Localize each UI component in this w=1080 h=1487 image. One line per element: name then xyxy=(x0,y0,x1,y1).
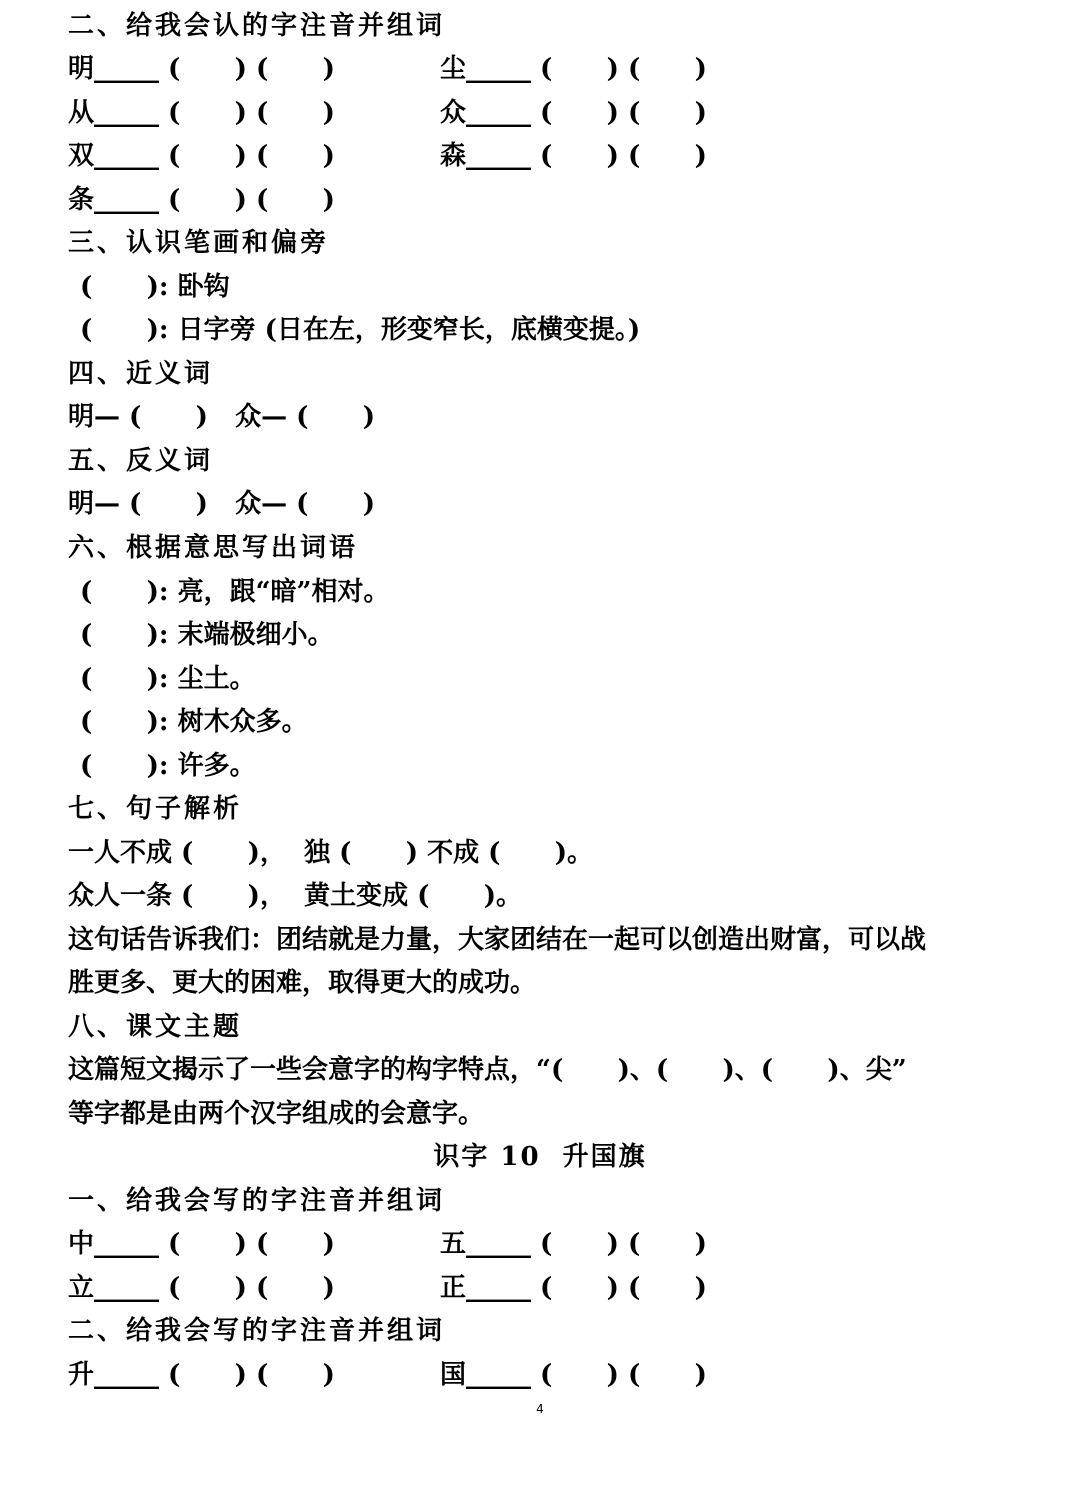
fill-chen: 尘_____ ( ) ( ) xyxy=(440,54,707,84)
fill-wu: 五_____ ( ) ( ) xyxy=(440,1229,707,1259)
lesson-title: 识字 10 升国旗 xyxy=(433,1142,647,1172)
section-4-heading: 四、近义词 xyxy=(68,359,214,389)
section-7-heading: 七、句子解析 xyxy=(68,794,243,824)
explanation-line: 这句话告诉我们：团结就是力量，大家团结在一起可以创造出财富，可以战 xyxy=(68,925,927,955)
fill-li: 立_____ ( ) ( ) xyxy=(68,1273,335,1303)
sentence-line: 一人不成 ( )， 独 ( ) 不成 ( )。 xyxy=(68,838,594,868)
page-number: 4 xyxy=(536,1402,544,1416)
fill-zhong: 众_____ ( ) ( ) xyxy=(440,98,707,128)
fill-zhong1: 中_____ ( ) ( ) xyxy=(68,1229,335,1259)
fill-sheng: 升_____ ( ) ( ) xyxy=(68,1360,335,1390)
fill-zheng: 正_____ ( ) ( ) xyxy=(440,1273,707,1303)
synonym-line: 明— ( ) 众— ( ) xyxy=(68,402,376,432)
meaning-item: ( ): 亮，跟“暗”相对。 xyxy=(80,577,390,607)
fill-guo: 国_____ ( ) ( ) xyxy=(440,1360,707,1390)
fill-ming: 明_____ ( ) ( ) xyxy=(68,54,335,84)
section-2-heading: 二、给我会认的字注音并组词 xyxy=(68,11,446,41)
meaning-item: ( ): 尘土。 xyxy=(80,664,256,694)
fill-row xyxy=(68,1359,1040,1487)
section-3-heading: 三、认识笔画和偏旁 xyxy=(68,228,330,258)
section-5-heading: 五、反义词 xyxy=(68,446,214,476)
lesson-10-section-1-heading: 一、给我会写的字注音并组词 xyxy=(68,1186,446,1216)
stroke-item: ( ): 卧钩 xyxy=(80,272,230,302)
fill-shuang: 双_____ ( ) ( ) xyxy=(68,141,335,171)
fill-tiao: 条_____ ( ) ( ) xyxy=(68,185,335,215)
explanation-line: 胜更多、更大的困难，取得更大的成功。 xyxy=(68,968,537,998)
fill-sen: 森_____ ( ) ( ) xyxy=(440,141,707,171)
radical-item: ( ): 日字旁 (日在左，形变窄长，底横变提。) xyxy=(80,315,641,345)
section-6-heading: 六、根据意思写出词语 xyxy=(68,533,359,563)
antonym-line: 明— ( ) 众— ( ) xyxy=(68,489,376,519)
sentence-line: 众人一条 ( )， 黄土变成 ( )。 xyxy=(68,881,523,911)
theme-line: 这篇短文揭示了一些会意字的构字特点，“( )、( )、( )、尖” xyxy=(68,1055,907,1085)
meaning-item: ( ): 树木众多。 xyxy=(80,707,308,737)
theme-line: 等字都是由两个汉字组成的会意字。 xyxy=(68,1099,485,1129)
lesson-10-section-2-heading: 二、给我会写的字注音并组词 xyxy=(68,1316,446,1346)
section-8-heading: 八、课文主题 xyxy=(68,1012,243,1042)
meaning-item: ( ): 许多。 xyxy=(80,751,256,781)
meaning-item: ( ): 末端极细小。 xyxy=(80,620,334,650)
fill-cong: 从_____ ( ) ( ) xyxy=(68,98,335,128)
